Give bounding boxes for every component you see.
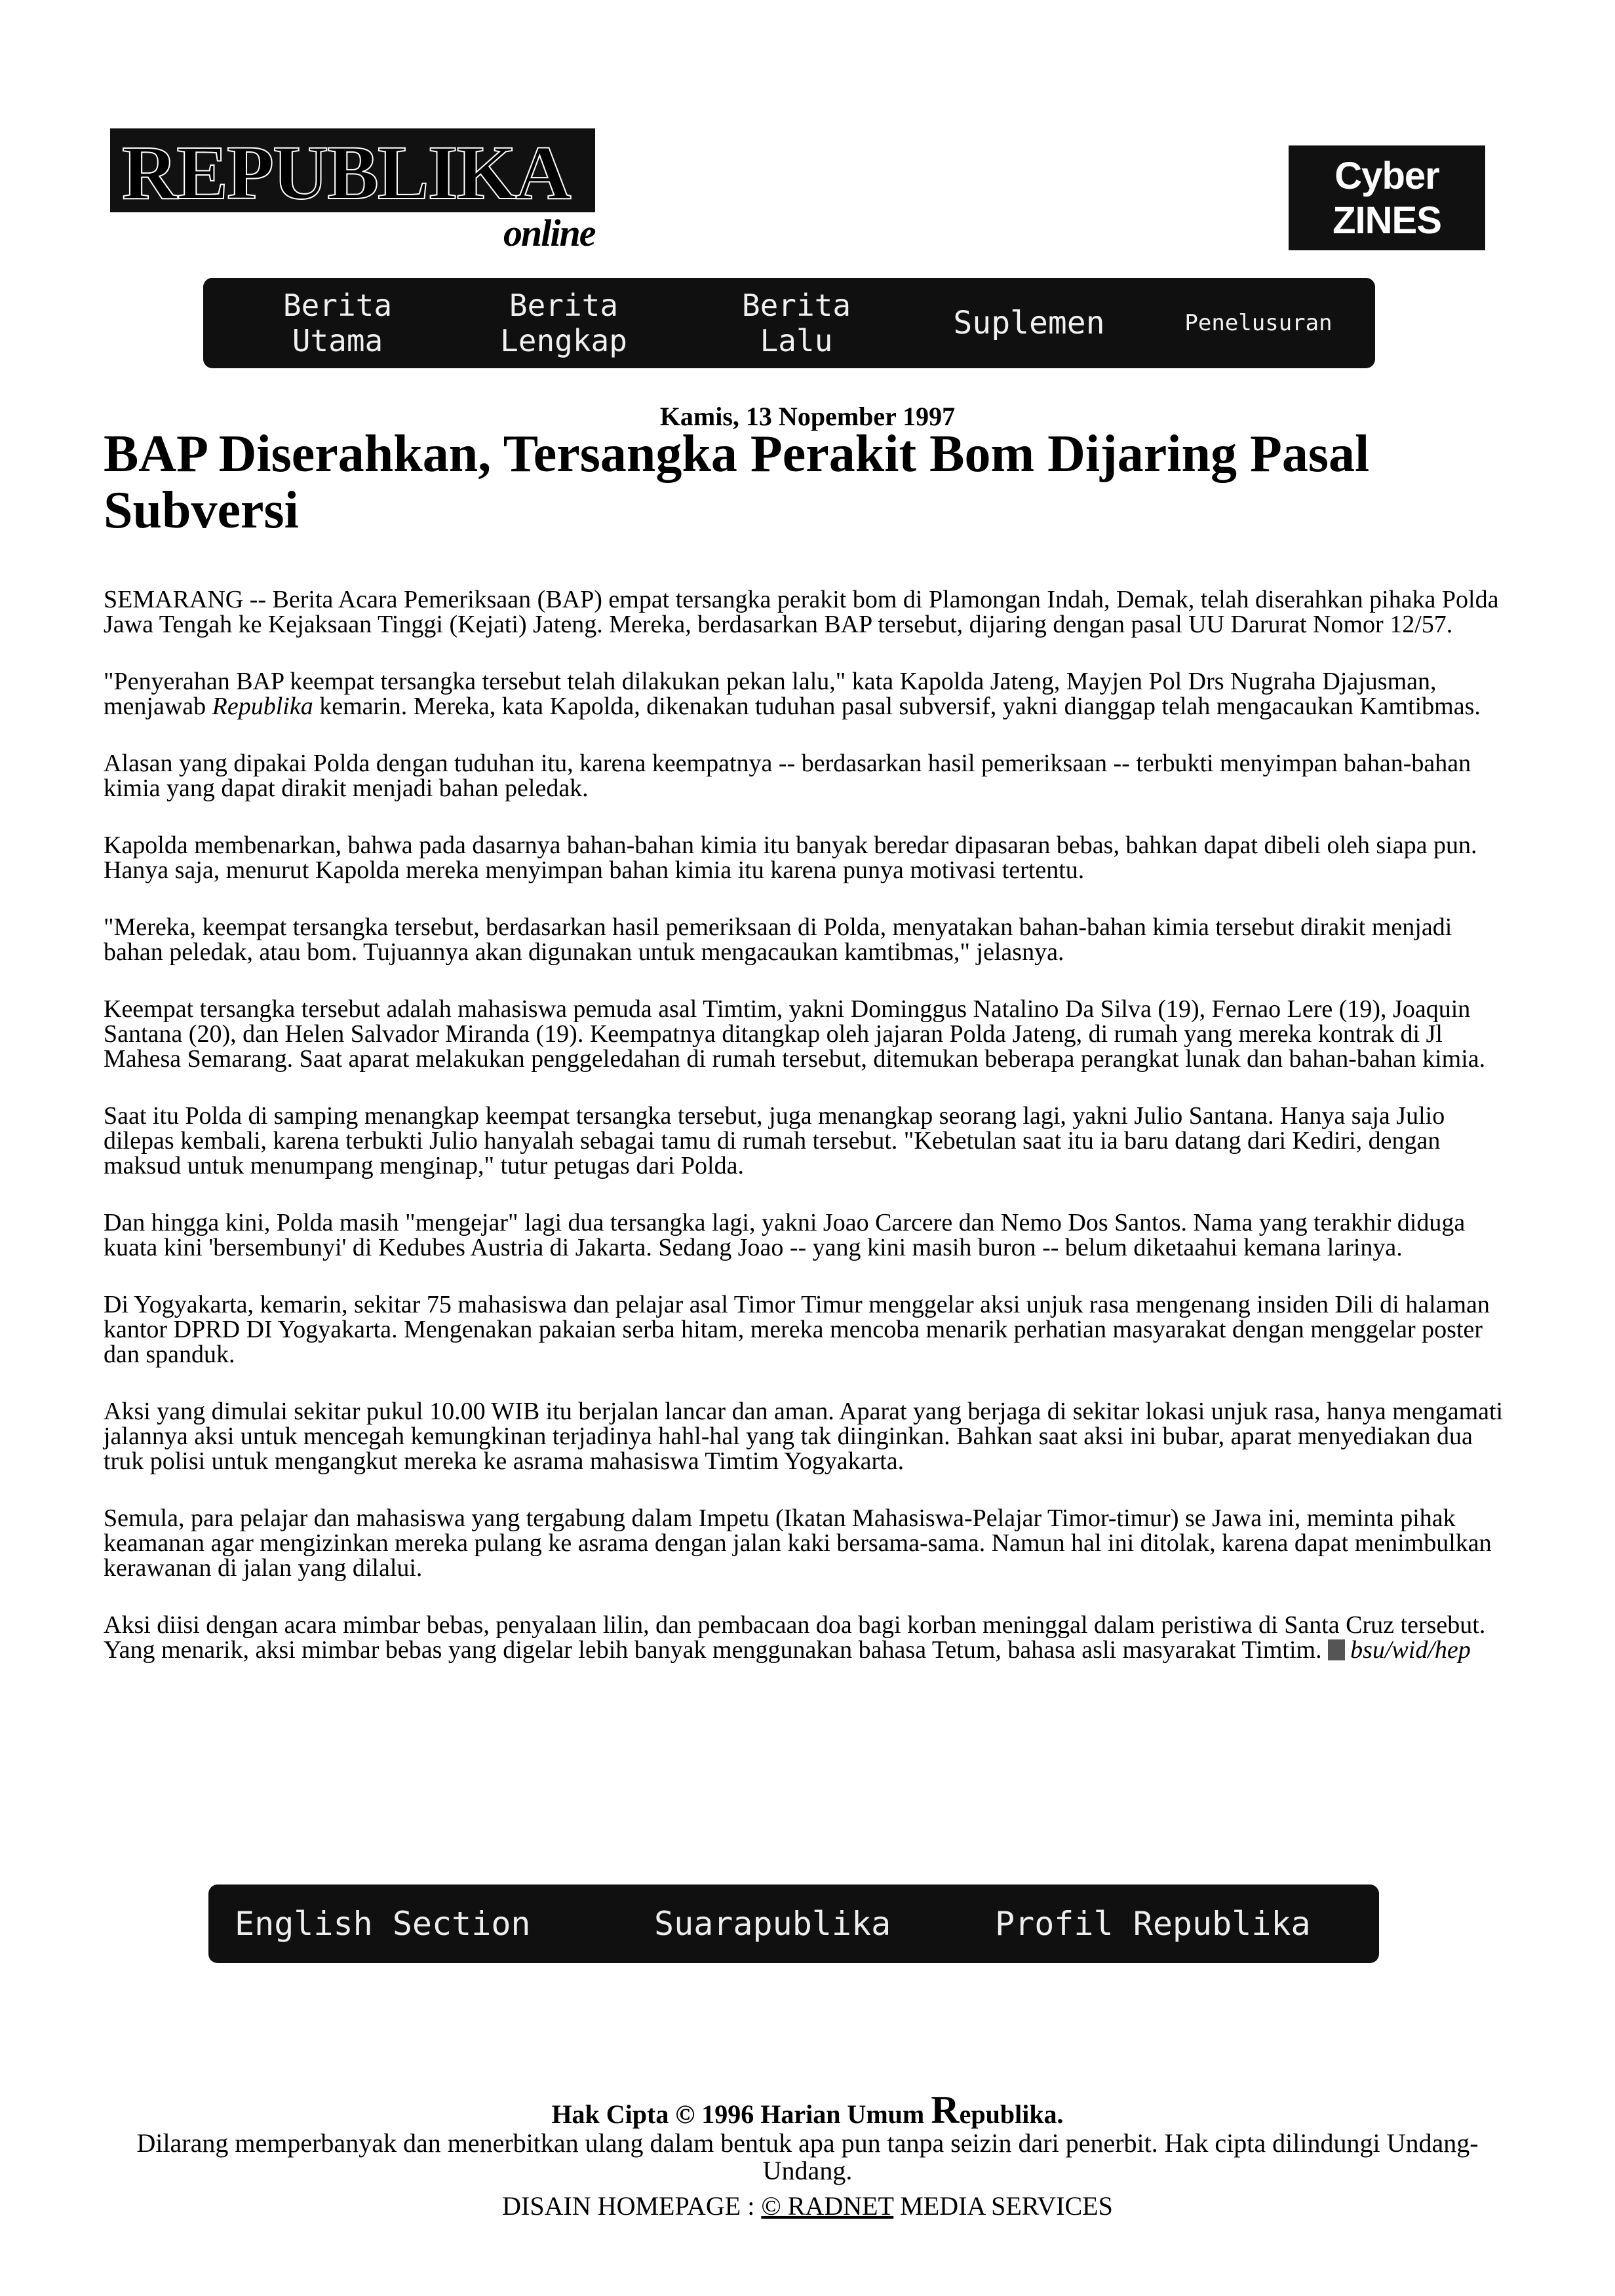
nav-label-line1: Berita	[741, 288, 851, 323]
badge-line-1: Cyber	[1334, 155, 1439, 197]
article-body	[104, 587, 1504, 1694]
article-paragraph	[104, 669, 1504, 719]
article-paragraph: Di Yogyakarta, kemarin, sekitar 75 mahasiswa dan pelajar asal Timor Timur menggelar aksi unjuk rasa mengenang insiden Dili di halaman kantor DPRD DI Yogyakarta. Mengenakan pakaian serba hitam, mereka mencoba menarik perhatian masyarakat dengan menggelar poster dan spanduk.	[104, 1291, 1490, 1368]
nav-label-line2: Utama	[292, 323, 383, 358]
nav-profil-republika[interactable]: Profil Republika	[995, 1905, 1311, 1943]
paragraph-text: Aksi diisi dengan acara mimbar bebas, penyalaan lilin, dan pembacaan doa bagi korban meninggal dalam peristiwa di Santa Cruz tersebut. Yang menarik, aksi mimbar bebas yang digelar lebih banyak menggunakan bahasa Tetum, bahasa asli masyarakat Timtim.	[104, 1611, 1486, 1664]
cyberzines-badge[interactable]	[1289, 145, 1485, 250]
nav-label-line1: Berita	[509, 288, 619, 323]
badge-line-2: ZINES	[1333, 199, 1441, 242]
logo-wordmark: REPUBLIKA	[122, 130, 570, 216]
credit-prefix: DISAIN HOMEPAGE :	[502, 2191, 755, 2221]
republika-logo[interactable]	[110, 128, 595, 259]
nav-english-section[interactable]: English Section	[235, 1905, 531, 1943]
article-paragraph: Alasan yang dipakai Polda dengan tuduhan itu, karena keempatnya -- berdasarkan hasil pemeriksaan -- terbukti menyimpan bahan-bahan kimia yang dapat dirakit menjadi bahan peledak.	[104, 750, 1471, 802]
logo-subtitle: online	[503, 212, 595, 254]
bottom-navigation	[208, 1885, 1379, 1963]
nav-suarapublika[interactable]: Suarapublika	[654, 1905, 891, 1943]
brand-initial: R	[931, 2088, 960, 2132]
article-paragraph: Aksi yang dimulai sekitar pukul 10.00 WIB itu berjalan lancar dan aman. Aparat yang berjaga di sekitar lokasi unjuk rasa, hanya mengamati jalannya aksi untuk mencegah kemungkinan terjadinya hahl-hal yang tak diinginkan. Bahkan saat aksi ini bubar, aparat menyediakan dua truk polisi untuk mengangkut mereka ke asrama mahasiswa Timtim Yogyakarta.	[104, 1398, 1504, 1475]
nav-label-line1: Berita	[282, 288, 393, 323]
paragraph-text: "Penyerahan BAP keempat tersangka tersebut telah dilakukan pekan lalu," kata Kapolda Jateng, Mayjen Pol Drs Nugraha Djajusman, menjawab	[104, 668, 1437, 720]
nav-suplemen[interactable]	[918, 278, 1140, 368]
article-byline: bsu/wid/hep	[1350, 1636, 1471, 1664]
nav-penelusuran[interactable]	[1154, 278, 1363, 368]
nav-label-line2: Lalu	[760, 323, 833, 358]
top-navigation	[203, 278, 1375, 368]
nav-berita-utama[interactable]	[243, 278, 433, 368]
design-credit	[0, 2192, 1615, 2220]
nav-label: Penelusuran	[1184, 310, 1333, 336]
article-headline: BAP Diserahkan, Tersangka Perakit Bom Dijaring Pasal Subversi	[104, 425, 1370, 539]
article-date: Kamis, 13 Nopember 1997	[659, 402, 956, 431]
credit-suffix: MEDIA SERVICES	[900, 2191, 1113, 2221]
publication-name: Republika	[212, 693, 313, 720]
radnet-link[interactable]: © RADNET	[761, 2191, 894, 2221]
article-paragraph	[104, 1613, 1504, 1662]
article-paragraph: Keempat tersangka tersebut adalah mahasiswa pemuda asal Timtim, yakni Dominggus Natalino Da Silva (19), Fernao Lere (19), Joaquin Santana (20), dan Helen Salvador Miranda (19). Keempatnya ditangkap oleh jajaran Polda Jateng, di rumah yang mereka kontrak di Jl Mahesa Semarang. Saat aparat melakukan penggeledahan di rumah tersebut, ditemukan beberapa perangkat lunak dan bahan-bahan kimia.	[104, 995, 1486, 1073]
copyright-prefix: Hak Cipta © 1996 Harian Umum	[551, 2099, 925, 2129]
nav-berita-lalu[interactable]	[701, 278, 891, 368]
article-paragraph: Kapolda membenarkan, bahwa pada dasarnya bahan-bahan kimia itu banyak beredar dipasaran bebas, bahkan dapat dibeli oleh siapa pun. Hanya saja, menurut Kapolda mereka menyimpan bahan kimia itu karena punya motivasi tertentu.	[104, 832, 1477, 884]
copyright-line	[0, 2088, 1615, 2132]
end-mark-icon	[1328, 1639, 1345, 1660]
article-paragraph: Dan hingga kini, Polda masih "mengejar" lagi dua tersangka lagi, yakni Joao Carcere dan Nemo Dos Santos. Nama yang terakhir diduga kuata kini 'bersembunyi' di Kedubes Austria di Jakarta. Sedang Joao -- yang kini masih buron -- belum diketaahui kemana larinya.	[104, 1209, 1466, 1261]
paragraph-text: kemarin. Mereka, kata Kapolda, dikenakan tuduhan pasal subversif, yakni dianggap telah mengacaukan Kamtibmas.	[319, 693, 1481, 720]
copyright-notice: Dilarang memperbanyak dan menerbitkan ulang dalam bentuk apa pun tanpa seizin dari penerbit. Hak cipta dilindungi Undang-Undang.	[136, 2128, 1479, 2185]
article-paragraph: Semula, para pelajar dan mahasiswa yang tergabung dalam Impetu (Ikatan Mahasiswa-Pelajar Timor-timur) se Jawa ini, meminta pihak keamanan agar mengizinkan mereka pulang ke asrama dengan jalan kaki bersama-sama. Namun hal ini ditolak, karena dapat menimbulkan kerawanan di jalan yang dilalui.	[104, 1504, 1492, 1582]
article-paragraph: Saat itu Polda di samping menangkap keempat tersangka tersebut, juga menangkap seorang lagi, yakni Julio Santana. Hanya saja Julio dilepas kembali, karena terbukti Julio hanyalah sebagai tamu di rumah tersebut. "Kebetulan saat itu ia baru datang dari Kediri, dengan maksud untuk menumpang menginap," tutur petugas dari Polda.	[104, 1102, 1445, 1179]
brand-name: epublika.	[959, 2099, 1064, 2129]
nav-label-line2: Lengkap	[500, 323, 627, 358]
nav-label: Suplemen	[953, 305, 1105, 341]
article-paragraph: SEMARANG -- Berita Acara Pemeriksaan (BAP) empat tersangka perakit bom di Plamongan Indah, Demak, telah diserahkan pihaka Polda Jawa Tengah ke Kejaksaan Tinggi (Kejati) Jateng. Mereka, berdasarkan BAP tersebut, dijaring dengan pasal UU Darurat Nomor 12/57.	[104, 586, 1499, 638]
nav-berita-lengkap[interactable]	[465, 278, 662, 368]
article-paragraph: "Mereka, keempat tersangka tersebut, berdasarkan hasil pemeriksaan di Polda, menyatakan bahan-bahan kimia tersebut dirakit menjadi bahan peledak, atau bom. Tujuannya akan digunakan untuk mengacaukan kamtibmas," jelasnya.	[104, 913, 1452, 966]
